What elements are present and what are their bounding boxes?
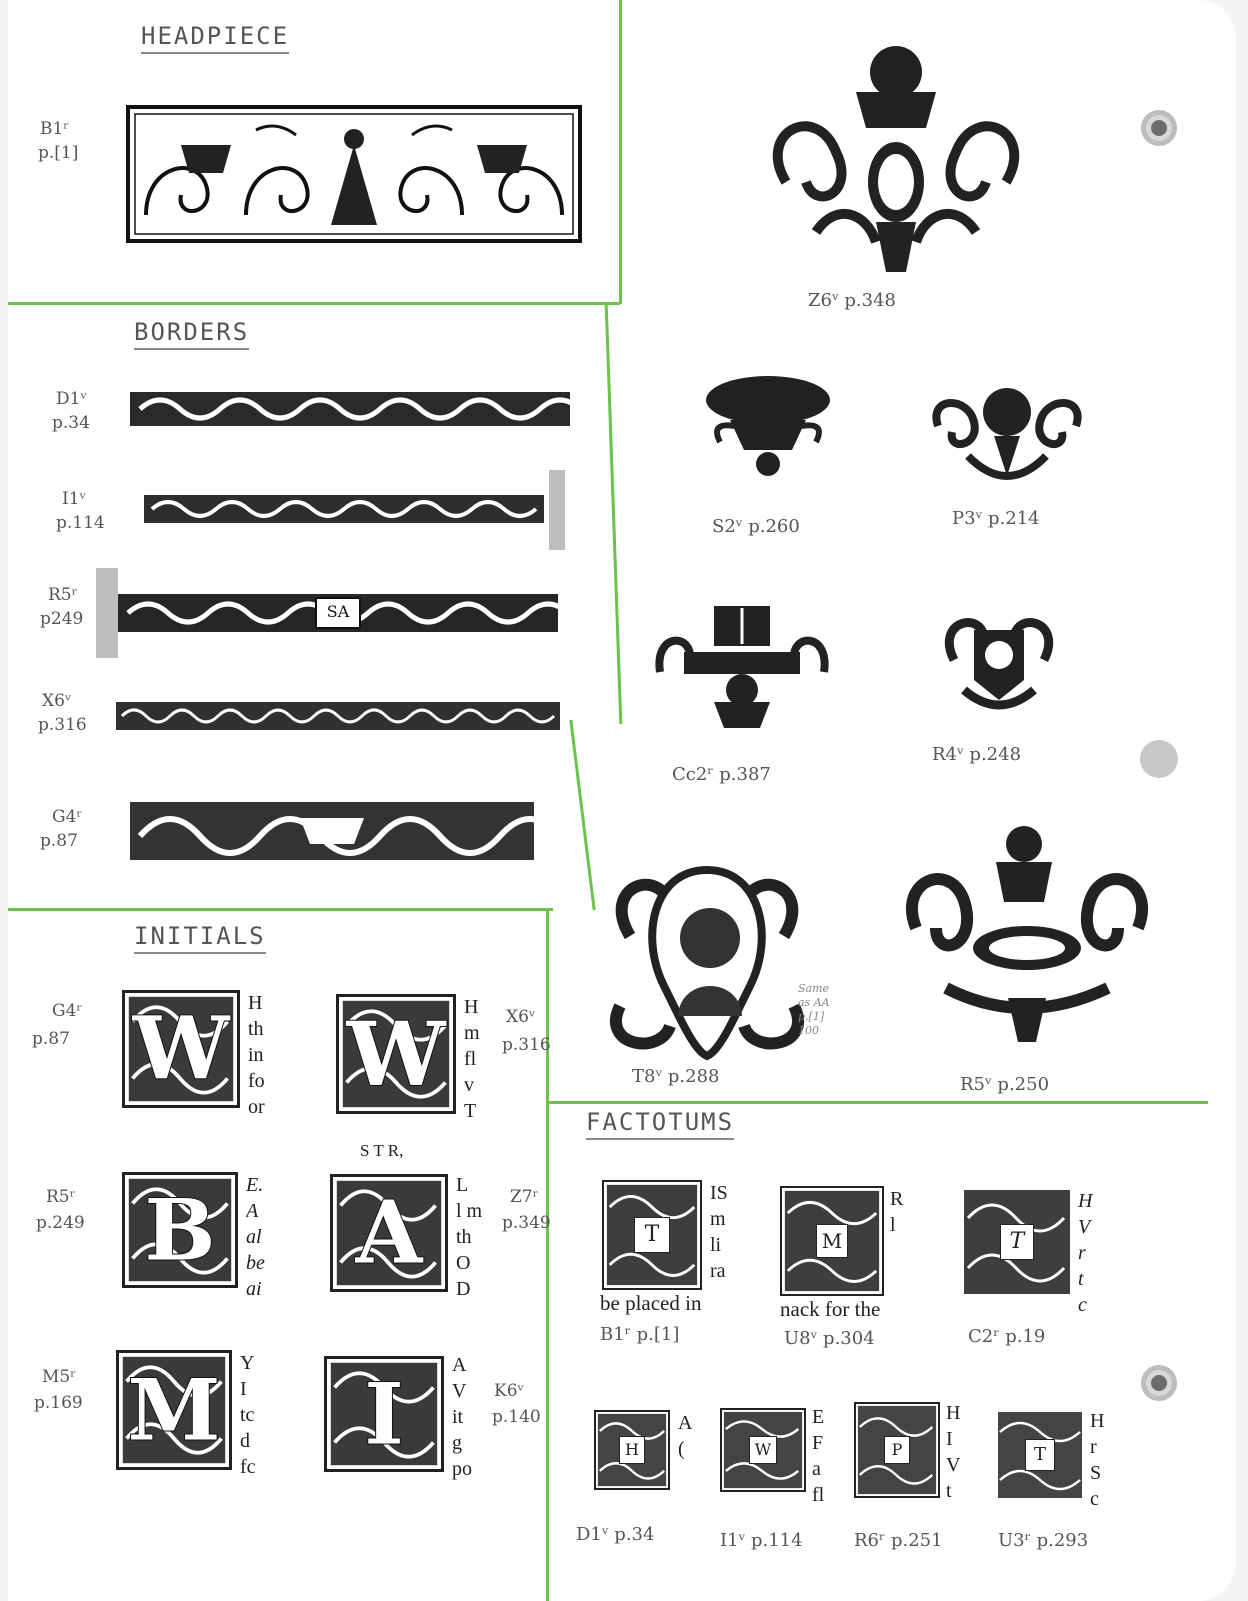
initial-5-signature: M5ʳ: [42, 1367, 77, 1387]
initial-2-page: p.316: [502, 1035, 551, 1055]
headpiece-signature: B1ʳ: [40, 119, 70, 139]
initial-1-signature: G4ʳ: [52, 1001, 83, 1021]
border-cartouche-text: SA: [326, 602, 350, 621]
ornament-portrait-cartouche: [600, 846, 814, 1064]
border-3-signature: R5ʳ: [48, 585, 78, 605]
factotum-2-letter: M: [816, 1224, 848, 1258]
initial-5-page: p.169: [34, 1393, 83, 1413]
divider-center-mid: [605, 304, 623, 724]
initial-2-letter: W: [346, 1002, 446, 1106]
divider-center-bottom: [546, 908, 549, 1601]
ornament-3-caption: P3ᵛ p.214: [952, 508, 1040, 529]
factotum-1-letter: T: [634, 1217, 670, 1253]
ornament-shield: [934, 600, 1064, 718]
binder-hole-bottom: [1141, 1365, 1177, 1401]
initial-2-block: [336, 994, 456, 1114]
ornament-7-caption: R5ᵛ p.250: [960, 1074, 1050, 1095]
factotum-2-caption: U8ᵛ p.304: [784, 1328, 875, 1349]
factotum-7-caption: U3ʳ p.293: [998, 1530, 1089, 1551]
factotum-6-block: [854, 1402, 940, 1498]
factotum-5-caption: I1ᵛ p.114: [720, 1530, 803, 1551]
factotum-1-block: [602, 1180, 702, 1290]
factotum-5-block: [720, 1408, 806, 1492]
ornament-1-caption: Z6ᵛ p.348: [808, 290, 896, 311]
divider-center-lower: [569, 720, 595, 910]
border-2-signature: I1ᵛ: [62, 489, 86, 509]
border-1-ornament: [130, 388, 570, 430]
factotum-2-context: R l: [890, 1188, 904, 1236]
initial-3-letter: B: [144, 1180, 216, 1280]
factotum-2-line: nack for the: [780, 1297, 881, 1321]
border-4-signature: X6ᵛ: [42, 691, 72, 711]
initial-6-letter: I: [364, 1364, 404, 1464]
factotum-7-block: [996, 1410, 1084, 1500]
ornament-book: [654, 602, 830, 732]
initial-2-context: H m fl v T: [464, 996, 480, 1122]
headpiece-page: p.[1]: [38, 143, 79, 163]
initial-3-signature: R5ʳ: [46, 1187, 76, 1207]
divider-headpiece-borders: [8, 302, 620, 305]
border-4-ornament: [116, 700, 560, 732]
border-3-ornament: [118, 590, 558, 636]
ornament-bust-cartouche: [896, 818, 1158, 1048]
border-4-page: p.316: [38, 715, 87, 735]
ornament-6-caption: T8ᵛ p.288: [632, 1066, 720, 1087]
initial-3-context: E. A al be ai: [246, 1174, 265, 1300]
ornament-4-caption: Cc2ʳ p.387: [672, 764, 771, 785]
section-title-borders: BORDERS: [134, 318, 249, 350]
factotum-4-letter: H: [619, 1436, 645, 1464]
factotum-4-block: [594, 1410, 670, 1490]
initial-4-signature: Z7ʳ: [510, 1187, 539, 1207]
initial-4-page: p.349: [502, 1213, 551, 1233]
factotum-7-letter: T: [1025, 1439, 1055, 1471]
factotum-1-caption: B1ʳ p.[1]: [600, 1324, 680, 1345]
pencil-note: Same as AA p.[1] 100: [798, 982, 830, 1037]
ornament-basket-cartouche: [756, 42, 1036, 272]
initial-1-block: [122, 990, 240, 1108]
ornament-mask-scroll: [928, 376, 1086, 486]
section-title-initials: INITIALS: [134, 922, 266, 954]
factotum-3-block: [962, 1188, 1072, 1296]
ornament-2-caption: S2ᵛ p.260: [712, 516, 800, 537]
factotum-1-context: IS m li ra: [710, 1182, 728, 1282]
initial-3-page: p.249: [36, 1213, 85, 1233]
factotum-3-caption: C2ʳ p.19: [968, 1326, 1046, 1347]
border-5-page: p.87: [40, 831, 78, 851]
initial-2-signature: X6ᵛ: [506, 1007, 536, 1027]
border-2-page: p.114: [56, 513, 105, 533]
factotum-3-letter: T: [1000, 1224, 1034, 1260]
factotum-6-context: H I V t: [946, 1402, 961, 1502]
divider-center-top: [619, 0, 622, 304]
border-2-ornament: [144, 492, 544, 526]
factotum-5-context: E F a fl: [812, 1406, 825, 1506]
border-1-page: p.34: [52, 413, 90, 433]
binder-hole-middle: [1140, 740, 1178, 778]
initial-2-below-text: S T R,: [360, 1141, 404, 1160]
divider-borders-initials: [8, 908, 553, 911]
factotum-1-line: be placed in: [600, 1291, 702, 1315]
initial-4-block: [330, 1174, 448, 1292]
initial-3-block: [122, 1172, 238, 1288]
ornament-flower-basket: [700, 372, 836, 478]
initial-4-context: L l m th O D: [456, 1174, 483, 1300]
divider-factotums-top: [548, 1101, 1208, 1104]
initial-1-page: p.87: [32, 1029, 70, 1049]
initial-1-letter: W: [132, 998, 230, 1100]
initial-6-block: [324, 1356, 444, 1472]
initial-6-signature: K6ᵛ: [494, 1381, 524, 1401]
binder-hole-top: [1141, 110, 1177, 146]
factotum-5-letter: W: [749, 1436, 777, 1464]
border-5-signature: G4ʳ: [52, 807, 83, 827]
scan-shadow: [96, 568, 118, 658]
section-title-factotums: FACTOTUMS: [586, 1108, 734, 1140]
scan-shadow: [549, 470, 565, 550]
section-title-headpiece: HEADPIECE: [141, 22, 289, 54]
factotum-4-caption: D1ᵛ p.34: [576, 1524, 655, 1545]
initial-5-letter: M: [127, 1360, 221, 1460]
factotum-2-block: [780, 1186, 884, 1296]
border-1-signature: D1ᵛ: [56, 389, 87, 409]
initial-6-page: p.140: [492, 1407, 541, 1427]
factotum-4-context: A (: [678, 1412, 693, 1460]
factotum-6-caption: R6ʳ p.251: [854, 1530, 943, 1551]
border-5-ornament: [130, 796, 534, 864]
initial-6-context: A V it g po: [452, 1354, 472, 1480]
factotum-7-context: H r S c: [1090, 1410, 1105, 1510]
ornament-5-caption: R4ᵛ p.248: [932, 744, 1022, 765]
factotum-3-context: H V r t c: [1078, 1190, 1093, 1316]
initial-4-letter: A: [355, 1182, 423, 1284]
factotum-6-letter: P: [884, 1436, 910, 1464]
initial-5-context: Y I tc d fc: [240, 1352, 256, 1478]
initial-5-block: [116, 1350, 232, 1470]
headpiece-ornament: [126, 105, 582, 243]
initial-1-context: H th in fo or: [248, 992, 265, 1118]
border-3-page: p249: [40, 609, 84, 629]
scrapbook-page: [8, 0, 1236, 1601]
